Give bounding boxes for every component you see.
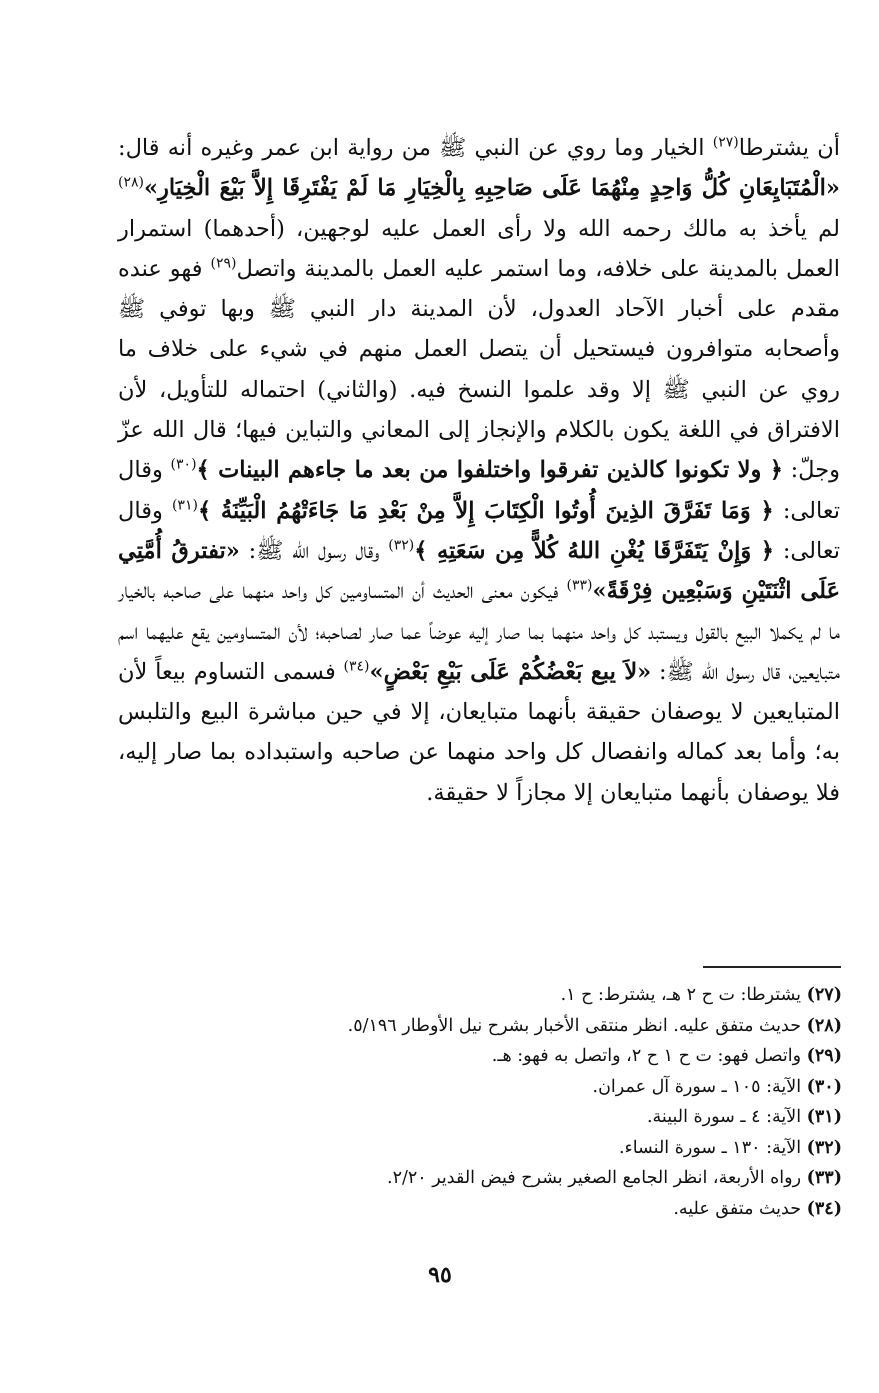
footnote-text: واتصل فهو: ت ح ١ ح ٢، واتصل به فهو: هـ. [491,1046,807,1066]
hadith-quote: «الْمُتَبَايِعَانِ كُلُّ وَاحِدٍ مِنْهُمَا عَلَى صَاحِبِهِ بِالْخِيَارِ مَا لَمْ يَفْتَرِقَا إِلاَّ بَيْعَ الْخِيَارِ» [143,175,840,202]
footnote-ref-29: (٢٩) [210,255,237,272]
footnote-ref-31: (٣١) [171,497,198,514]
text-segment: فهو عنده مقدم على أخبار الآحاد العدول، لأن المدينة دار النبي ﷺ وبها توفي ﷺ وأصحابه متوافرون فيستحيل أن يتصل العمل منهم في شيء على خلاف ما روي عن النبي ﷺ إلا وقد علموا النسخ فيه. (والثاني) احتماله للتأويل، لأن الافتراق في اللغة يكون بالكلام والإنجاز إلى المعاني والتباين فيها؛ قال الله عزّ وجلّ: [118,255,840,484]
footnote [220,1041,842,1072]
quran-verse: ﴿ وَإِنْ يَتَفَرَّقَا يُغْنِ اللهُ كُلاًّ مِن سَعَتِهِ ﴾ [414,537,774,564]
footnote-divider [703,966,841,968]
text-segment: الخيار وما روي عن النبي ﷺ من رواية ابن عمر وغيره أنه قال: [118,135,713,161]
footnote-ref-27: (٢٧) [712,134,739,151]
text-segment: وقال تعالى: [118,497,840,564]
text-segment: وقال رسول الله ﷺ: [239,537,389,564]
footnote-text: الآية: ١٠٥ ـ سورة آل عمران. [592,1076,807,1097]
footnote [220,1194,842,1225]
footnote-number: (٣١) [806,1107,842,1127]
footnote-number: (٣٣) [806,1168,842,1188]
footnote [220,1102,842,1133]
footnote-number: (٣٠) [806,1076,842,1097]
footnote-number: (٢٧) [806,985,842,1005]
main-paragraph [118,128,840,813]
quran-verse: ﴿ وَمَا تَفَرَّقَ الذِينَ أُوتُوا الْكِتَابَ إِلاَّ مِنْ بَعْدِ مَا جَاءَتْهُمُ الْبَيِّنَةُ ﴾ [197,497,774,524]
text-segment: أن يشترطا [738,135,840,161]
footnote-text: حديث متفق عليه. [673,1198,807,1219]
text-segment: لم يأخذ به مالك رحمه الله ولا رأى العمل عليه لوجهين، (أحدهما) استمرار العمل بالمدينة على خلافه، وما استمر عليه العمل بالمدينة واتصل [118,215,840,282]
footnote-text: حديث متفق عليه. انظر منتقى الأخبار بشرح نيل الأوطار ٥/١٩٦. [347,1015,807,1036]
footnote-text: الآية: ١٣٠ ـ سورة النساء. [618,1137,807,1158]
footnote-ref-28: (٢٨) [118,174,144,191]
footnote-text: رواه الأربعة، انظر الجامع الصغير بشرح فيض القدير ٢/٢٠. [387,1168,807,1188]
text-segment: فسمى التساوم بيعاً لأن المتبايعين لا يوصفان حقيقة بأنهما متبايعان، إلا في حين مباشرة البيع والتلبس به؛ وأما بعد كماله وانفصال كل واحد منهما عن صاحبه واستبداده بما صار إليه، فلا يوصفان بأنهما متبايعان إلا مجازاً لا حقيقة. [118,658,840,806]
text-segment: وقال تعالى: [118,457,840,524]
footnote [220,1133,842,1164]
footnote-text: يشترطا: ت ح ٢ هـ، يشترط: ح ١. [560,985,807,1005]
text-segment: فيكون معنى الحديث أن المتساومين كل واحد منهما على صاحبه بالخيار ما لم يكملا البيع بالقول ويستبد كل واحد منهما بما صار إليه عوضاً عما صار لصاحبه؛ لأن المتساومين يقع عليهما اسم متبايعين، قال رسول الله ﷺ: [118,578,840,685]
footnote-ref-33: (٣٣) [566,577,593,594]
footnotes [220,980,842,1224]
footnote [220,1163,842,1194]
footnote-ref-30: (٣٠) [170,456,197,473]
hadith-quote: «تفترقُ أُمَّتِي عَلَى اثْنَتَيْنِ وَسَبْعِين فِرْقَةً» [118,537,841,605]
footnote-number: (٣٤) [806,1198,842,1219]
footnote-ref-34: (٣٤) [343,658,370,675]
hadith-quote: «لاَ يبع بَعْضُكُمْ عَلَى بَيْعِ بَعْضٍ» [369,658,652,685]
footnote-number: (٣٢) [806,1137,842,1158]
footnote-number: (٢٨) [806,1015,842,1036]
footnote-text: الآية: ٤ ـ سورة البينة. [646,1107,807,1127]
quran-verse: ﴿ ولا تكونوا كالذين تفرقوا واختلفوا من بعد ما جاءهم البينات ﴾ [196,457,783,484]
footnote-ref-32: (٣٢) [388,537,415,554]
footnote [220,1011,842,1042]
footnote [220,980,842,1011]
footnote-number: (٢٩) [806,1046,842,1066]
page-number: ٩٥ [428,1262,452,1288]
footnote [220,1072,842,1103]
